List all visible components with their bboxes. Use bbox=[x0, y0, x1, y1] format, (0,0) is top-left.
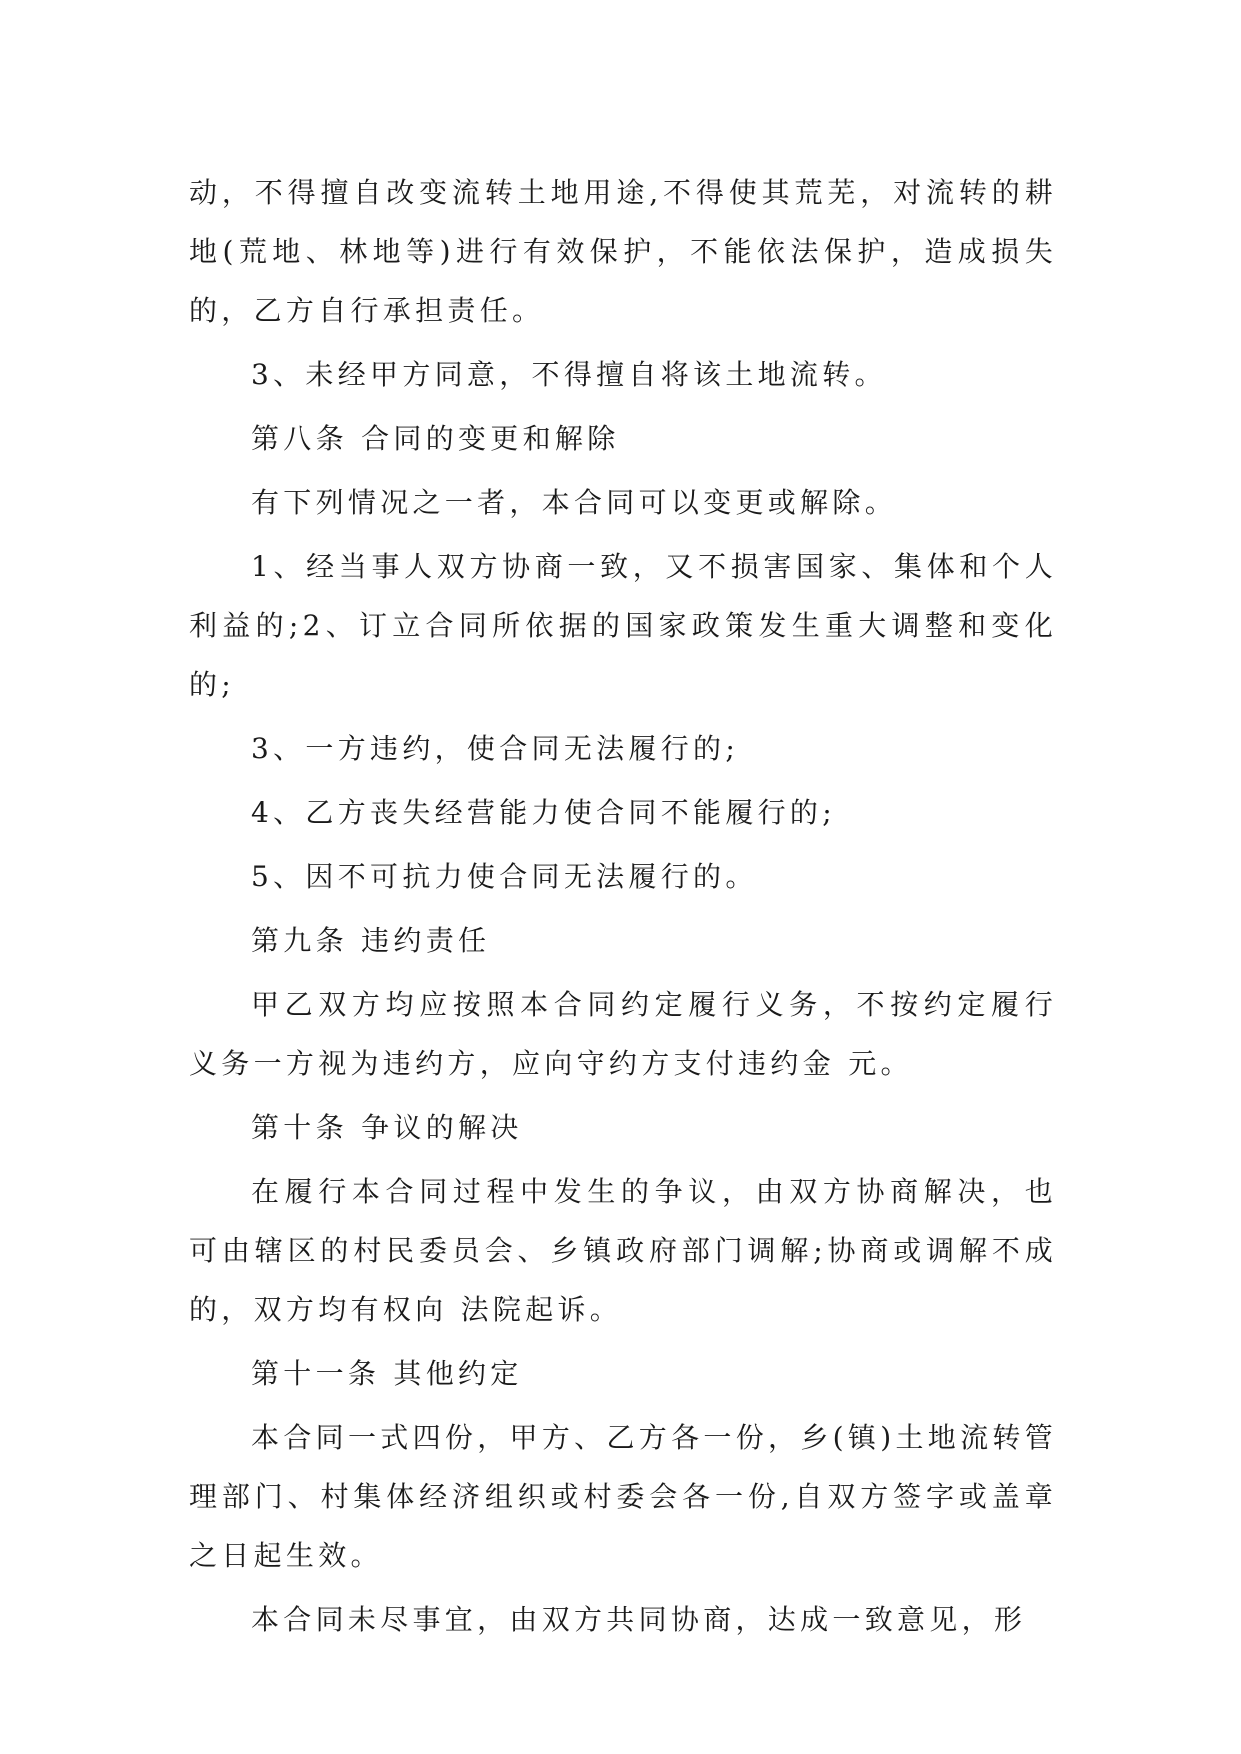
document-body bbox=[189, 163, 1057, 1654]
paragraph-condition-1-2: 1、经当事人双方协商一致，又不损害国家、集体和个人利益的;2、订立合同所依据的国家政策发生重大调整和变化的; bbox=[189, 550, 1057, 701]
paragraph-dispute-resolution: 在履行本合同过程中发生的争议，由双方协商解决，也可由辖区的村民委员会、乡镇政府部门调解;协商或调解不成的，双方均有权向 法院起诉。 bbox=[189, 1175, 1057, 1326]
paragraph-unresolved-matters: 本合同未尽事宜，由双方共同协商，达成一致意见，形 bbox=[251, 1603, 1027, 1636]
article-8-heading: 第八条 合同的变更和解除 bbox=[251, 422, 620, 455]
paragraph-breach-liability: 甲乙双方均应按照本合同约定履行义务，不按约定履行义务一方视为违约方，应向守约方支付违约金 元。 bbox=[189, 988, 1057, 1080]
paragraph-no-subtransfer: 3、未经甲方同意，不得擅自将该土地流转。 bbox=[251, 358, 887, 391]
paragraph-copies: 本合同一式四份，甲方、乙方各一份，乡(镇)土地流转管理部门、村集体经济组织或村委会各一份,自双方签字或盖章之日起生效。 bbox=[189, 1421, 1057, 1572]
article-11-heading: 第十一条 其他约定 bbox=[251, 1357, 523, 1390]
paragraph-condition-4: 4、乙方丧失经营能力使合同不能履行的; bbox=[251, 796, 836, 829]
paragraph-condition-3: 3、一方违约，使合同无法履行的; bbox=[251, 732, 740, 765]
article-10-heading: 第十条 争议的解决 bbox=[251, 1111, 523, 1144]
paragraph-land-use-obligation: 动，不得擅自改变流转土地用途,不得使其荒芜，对流转的耕地(荒地、林地等)进行有效保护，不能依法保护，造成损失的，乙方自行承担责任。 bbox=[189, 176, 1057, 327]
paragraph-condition-5: 5、因不可抗力使合同无法履行的。 bbox=[251, 860, 758, 893]
paragraph-change-conditions: 有下列情况之一者，本合同可以变更或解除。 bbox=[251, 486, 898, 519]
article-9-heading: 第九条 违约责任 bbox=[251, 924, 491, 957]
